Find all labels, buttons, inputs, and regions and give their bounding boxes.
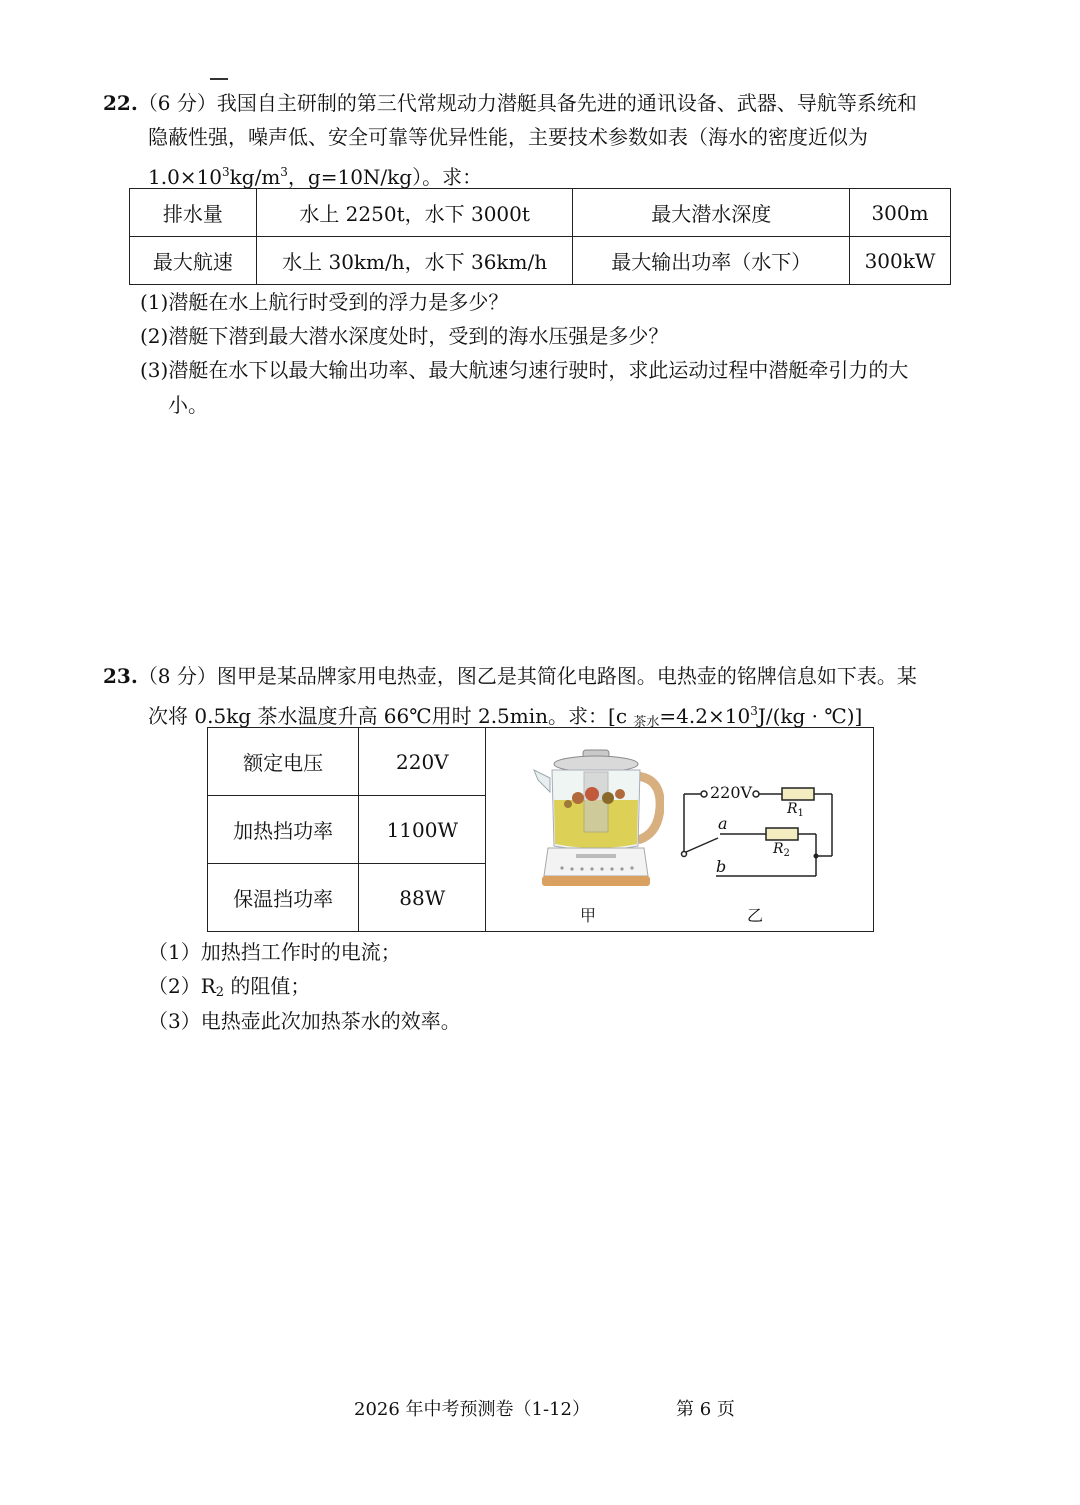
q22-density: $1.0\times 10^3kg/m^3$，g=10N/kg）。求： <box>148 165 483 189</box>
circuit-r2-label: $R_2$ <box>773 841 790 859</box>
q23-stem-1: 图甲是某品牌家用电热壶，图乙是其简化电路图。电热壶的铭牌信息如下表。某 <box>216 664 917 688</box>
q23-number: 23 <box>103 664 131 688</box>
q22-question-3-cont: 小。 <box>168 393 208 417</box>
q22-question-2: (2)潜艇下潜到最大潜水深度处时，受到的海水压强是多少？ <box>140 324 669 348</box>
stray-mark <box>210 78 228 80</box>
q22-question-3: (3)潜艇在水下以最大输出功率、最大航速匀速行驶时，求此运动过程中潜艇牵引力的大 <box>140 358 909 382</box>
circuit-node-b: b <box>716 857 727 876</box>
q22-parameter-table <box>129 188 951 285</box>
circuit-r1-label: $R_1$ <box>787 801 804 819</box>
table-row: 最大航速 水上 30km/h，水下 36km/h 最大输出功率（水下） 300kW <box>130 237 951 285</box>
q22-score: （6 分） <box>137 91 217 115</box>
table-row: 额定电压 220V <box>208 728 874 796</box>
footer-title: 2026 年中考预测卷（1-12） <box>354 1399 590 1420</box>
circuit-voltage-label: 220V <box>710 783 753 802</box>
circuit-node-a: a <box>718 814 728 833</box>
circuit-diagram <box>676 778 846 882</box>
footer-page-number: 第 6 页 <box>676 1399 735 1420</box>
q23-question-2: $(2)R_2$ 的阻值； <box>148 974 311 1000</box>
q22-line-1: 22.（6 分）我国自主研制的第三代常规动力潜艇具备先进的通讯设备、武器、导航等系统和 <box>103 91 917 115</box>
q22-stem-2: 隐蔽性强，噪声低、安全可靠等优异性能，主要技术参数如表（海水的密度近似为 <box>148 125 868 149</box>
figure-label-jia: 甲 <box>580 906 597 925</box>
q22-stem-1: 我国自主研制的第三代常规动力潜艇具备先进的通讯设备、武器、导航等系统和 <box>216 91 917 115</box>
table-row: 加热挡功率 1100W <box>208 796 874 864</box>
q23-question-1: （1）加热挡工作时的电流； <box>148 940 401 964</box>
q23-stem-2: 次将 0.5kg 茶水温度升高 66℃用时 2.5min。求：[c $_{茶水}=4.2\times 10^3J/(kg$ · ℃)] <box>148 704 863 730</box>
kettle-image <box>528 748 664 894</box>
table-row: 排水量 水上 2250t，水下 3000t 最大潜水深度 300m <box>130 189 951 237</box>
q23-line-1: 23.（8 分）图甲是某品牌家用电热壶，图乙是其简化电路图。电热壶的铭牌信息如下表。某 <box>103 664 917 688</box>
q22-question-1: (1)潜艇在水上航行时受到的浮力是多少？ <box>140 290 509 314</box>
q23-question-3: （3）电热壶此次加热茶水的效率。 <box>148 1009 461 1033</box>
figure-label-yi: 乙 <box>747 906 764 925</box>
q23-score: （8 分） <box>137 664 217 688</box>
q22-number: 22 <box>103 91 131 115</box>
table-row: 保温挡功率 88W <box>208 864 874 932</box>
